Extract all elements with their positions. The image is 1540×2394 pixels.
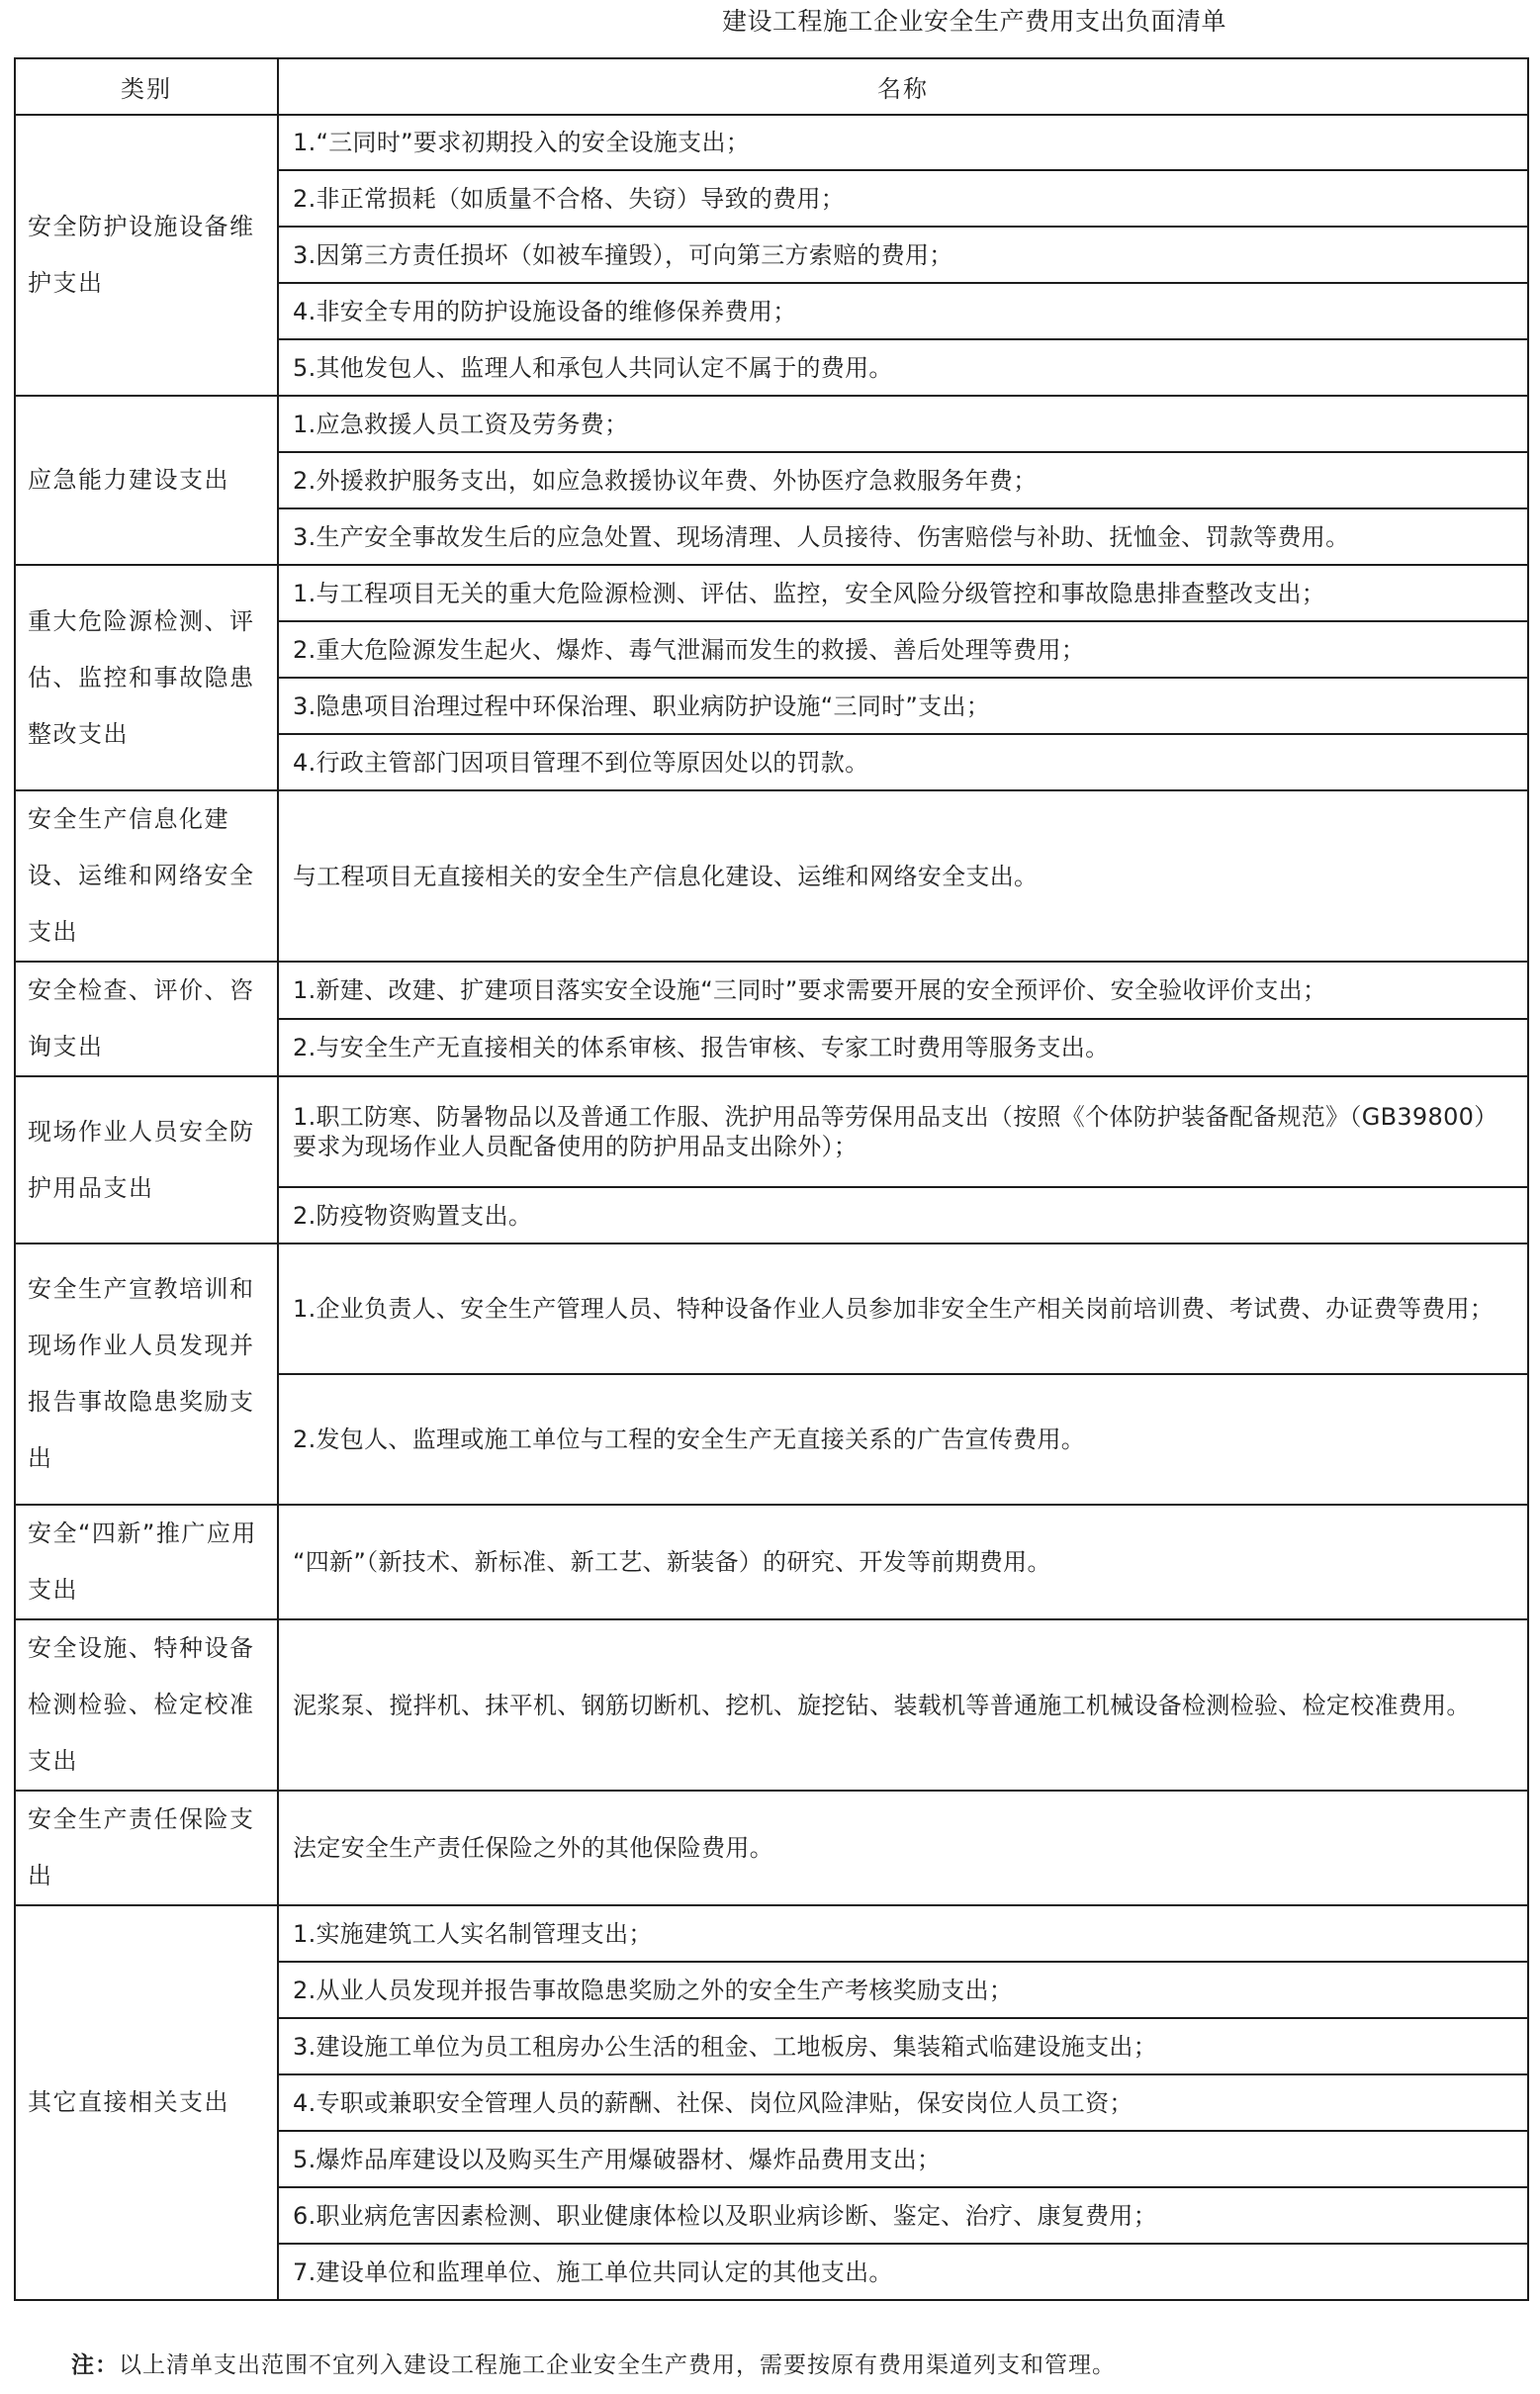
item-cell: 4.行政主管部门因项目管理不到位等原因处以的罚款。 xyxy=(278,734,1528,790)
item-cell: 1.与工程项目无关的重大危险源检测、评估、监控，安全风险分级管控和事故隐患排查整改支出； xyxy=(278,565,1528,621)
category-cell: 安全生产责任保险支出 xyxy=(15,1791,278,1905)
negative-list-table xyxy=(14,57,1529,2301)
item-cell: 2.从业人员发现并报告事故隐患奖励之外的安全生产考核奖励支出； xyxy=(278,1962,1528,2018)
table-row xyxy=(15,115,1528,170)
category-cell: 安全生产信息化建设、运维和网络安全支出 xyxy=(15,790,278,962)
table-row xyxy=(15,1243,1528,1374)
item-cell: 5.其他发包人、监理人和承包人共同认定不属于的费用。 xyxy=(278,339,1528,396)
category-cell: 现场作业人员安全防护用品支出 xyxy=(15,1076,278,1243)
column-header-name: 名称 xyxy=(278,58,1528,115)
item-cell: “四新”（新技术、新标准、新工艺、新装备）的研究、开发等前期费用。 xyxy=(278,1505,1528,1619)
item-cell: 泥浆泵、搅拌机、抹平机、钢筋切断机、挖机、旋挖钻、装载机等普通施工机械设备检测检验、检定校准费用。 xyxy=(278,1619,1528,1791)
item-cell: 2.发包人、监理或施工单位与工程的安全生产无直接关系的广告宣传费用。 xyxy=(278,1374,1528,1505)
footnote-text: 以上清单支出范围不宜列入建设工程施工企业安全生产费用，需要按原有费用渠道列支和管理。 xyxy=(119,2352,1116,2378)
category-cell: 其它直接相关支出 xyxy=(15,1905,278,2300)
table-row xyxy=(15,396,1528,452)
item-cell: 3.因第三方责任损坏（如被车撞毁），可向第三方索赔的费用； xyxy=(278,227,1528,283)
item-cell: 2.重大危险源发生起火、爆炸、毒气泄漏而发生的救援、善后处理等费用； xyxy=(278,621,1528,678)
category-cell: 安全“四新”推广应用支出 xyxy=(15,1505,278,1619)
category-cell: 重大危险源检测、评估、监控和事故隐患整改支出 xyxy=(15,565,278,790)
item-cell: 2.与安全生产无直接相关的体系审核、报告审核、专家工时费用等服务支出。 xyxy=(278,1019,1528,1076)
item-cell: 1.职工防寒、防暑物品以及普通工作服、洗护用品等劳保用品支出（按照《个体防护装备配备规范》（GB39800）要求为现场作业人员配备使用的防护用品支出除外）； xyxy=(278,1076,1528,1187)
item-cell: 2.防疫物资购置支出。 xyxy=(278,1187,1528,1243)
table-row xyxy=(15,1505,1528,1619)
item-cell: 3.建设施工单位为员工租房办公生活的租金、工地板房、集装箱式临建设施支出； xyxy=(278,2018,1528,2074)
footnote-label: 注： xyxy=(71,2351,119,2378)
item-cell: 1.“三同时”要求初期投入的安全设施支出； xyxy=(278,115,1528,170)
footnote xyxy=(71,2347,1116,2379)
category-cell: 安全检查、评价、咨询支出 xyxy=(15,962,278,1076)
category-cell: 应急能力建设支出 xyxy=(15,396,278,565)
table-row xyxy=(15,565,1528,621)
item-cell: 法定安全生产责任保险之外的其他保险费用。 xyxy=(278,1791,1528,1905)
item-cell: 1.实施建筑工人实名制管理支出； xyxy=(278,1905,1528,1962)
table-row xyxy=(15,962,1528,1019)
table-row xyxy=(15,1791,1528,1905)
item-cell: 1.应急救援人员工资及劳务费； xyxy=(278,396,1528,452)
item-cell: 2.非正常损耗（如质量不合格、失窃）导致的费用； xyxy=(278,170,1528,227)
item-cell: 4.非安全专用的防护设施设备的维修保养费用； xyxy=(278,283,1528,339)
category-cell: 安全生产宣教培训和现场作业人员发现并报告事故隐患奖励支出 xyxy=(15,1243,278,1505)
item-cell: 4.专职或兼职安全管理人员的薪酬、社保、岗位风险津贴，保安岗位人员工资； xyxy=(278,2074,1528,2131)
item-cell: 与工程项目无直接相关的安全生产信息化建设、运维和网络安全支出。 xyxy=(278,790,1528,962)
category-cell: 安全防护设施设备维护支出 xyxy=(15,115,278,396)
document-title: 建设工程施工企业安全生产费用支出负面清单 xyxy=(722,7,1227,36)
item-cell: 5.爆炸品库建设以及购买生产用爆破器材、爆炸品费用支出； xyxy=(278,2131,1528,2187)
table-row xyxy=(15,1076,1528,1187)
item-cell: 3.隐患项目治理过程中环保治理、职业病防护设施“三同时”支出； xyxy=(278,678,1528,734)
table-row xyxy=(15,1905,1528,1962)
item-cell: 1.企业负责人、安全生产管理人员、特种设备作业人员参加非安全生产相关岗前培训费、考试费、办证费等费用； xyxy=(278,1243,1528,1374)
category-cell: 安全设施、特种设备检测检验、检定校准支出 xyxy=(15,1619,278,1791)
item-cell: 3.生产安全事故发生后的应急处置、现场清理、人员接待、伤害赔偿与补助、抚恤金、罚款等费用。 xyxy=(278,508,1528,565)
item-cell: 6.职业病危害因素检测、职业健康体检以及职业病诊断、鉴定、治疗、康复费用； xyxy=(278,2187,1528,2244)
table-row xyxy=(15,1619,1528,1791)
column-header-category: 类别 xyxy=(15,58,278,115)
table-header-row xyxy=(15,58,1528,115)
item-cell: 7.建设单位和监理单位、施工单位共同认定的其他支出。 xyxy=(278,2244,1528,2300)
item-cell: 2.外援救护服务支出，如应急救援协议年费、外协医疗急救服务年费； xyxy=(278,452,1528,508)
table-row xyxy=(15,790,1528,962)
item-cell: 1.新建、改建、扩建项目落实安全设施“三同时”要求需要开展的安全预评价、安全验收评价支出； xyxy=(278,962,1528,1019)
